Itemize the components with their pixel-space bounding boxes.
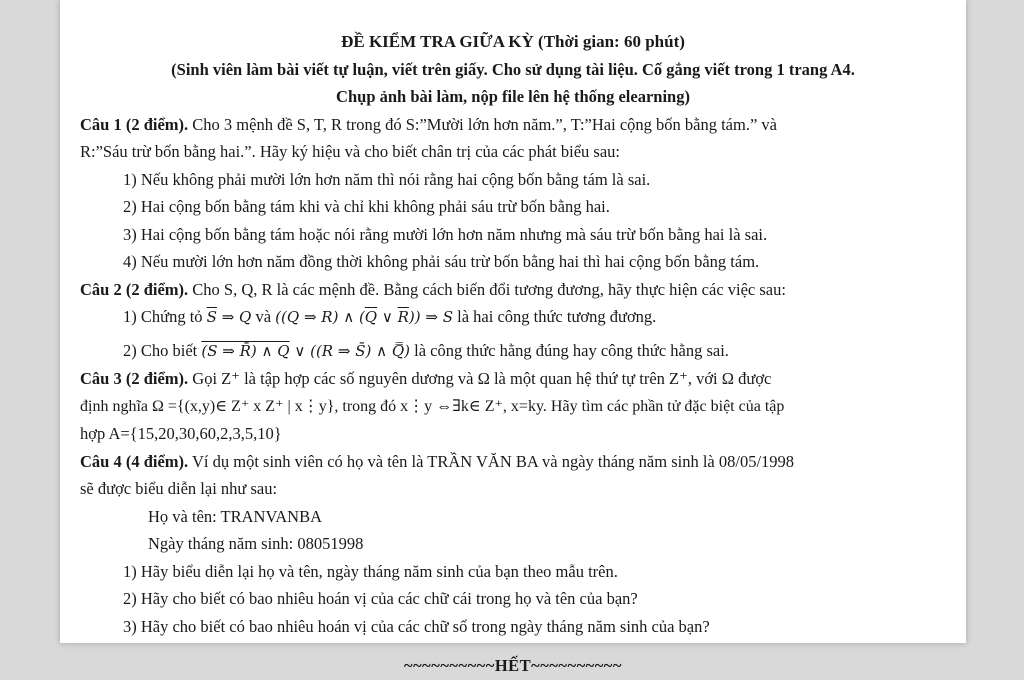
formula-2-rest: ∨ ((R ⇒ S̄) ∧ Q̿) <box>289 341 410 360</box>
question-1-label: Câu 1 (2 điểm). <box>80 114 189 134</box>
exam-instructions-line2: Chụp ảnh bài làm, nộp file lên hệ thống elearning) <box>336 87 690 106</box>
question-4-line1 <box>80 448 946 476</box>
exam-instructions-line1: (Sinh viên làm bài viết tự luận, viết trên giấy. Cho sử dụng tài liệu. Cố gắng viết trong 1 trang A4. <box>171 59 855 79</box>
question-2-item-2-end: là công thức hằng đúng hay công thức hằng sai. <box>410 340 729 360</box>
example-name: Họ và tên: TRANVANBA <box>148 506 323 526</box>
question-2-item-1 <box>80 303 946 332</box>
exam-title: ĐỀ KIỂM TRA GIỮA KỲ (Thời gian: 60 phút) <box>341 32 685 51</box>
question-4-item-1: 1) Hãy biểu diễn lại họ và tên, ngày tháng năm sinh của bạn theo mẫu trên. <box>123 561 618 581</box>
question-3-line1 <box>80 365 946 393</box>
question-3-line2: định nghĩa Ω ={(x,y)∈ Z⁺ x Z⁺ | x⋮y}, trong đó x⋮y ⇔∃k∈ Z⁺, x=ky. Hãy tìm các phần tử đặc biệt của tập <box>80 397 785 415</box>
question-1-line2: R:”Sáu trừ bốn bằng hai.”. Hãy ký hiệu và cho biết chân trị của các phát biểu sau: <box>80 142 620 161</box>
question-1-text1: Cho 3 mệnh đề S, T, R trong đó S:”Mười lớn hơn năm.”, T:”Hai cộng bốn bằng tám.” và <box>188 114 777 134</box>
question-4-line2: sẽ được biểu diễn lại như sau: <box>80 479 278 498</box>
question-3 <box>80 365 946 448</box>
question-1-item-4: 4) Nếu mười lớn hơn năm đồng thời không phải sáu trừ bốn bằng hai thì hai cộng bốn bằng tám. <box>123 252 760 271</box>
formula-2 <box>201 342 410 360</box>
question-1-item-3: 3) Hai cộng bốn bằng tám hoặc nói rằng mười lớn hơn năm nhưng mà sáu trừ bốn bằng hai là sai. <box>123 224 768 244</box>
question-2-line1 <box>80 276 946 304</box>
formula-1a-rest: ⇒ Q <box>216 308 252 326</box>
question-1-line1 <box>80 111 946 139</box>
question-2-label: Câu 2 (2 điểm). <box>80 279 189 299</box>
formula-1b-part1: ((Q ⇒ R) ∧ ( <box>275 308 365 326</box>
question-1-item-2: 2) Hai cộng bốn bằng tám khi và chỉ khi không phải sáu trừ bốn bằng hai. <box>123 197 610 216</box>
formula-1a-negated-s: $\overline{S}$ <box>206 308 217 326</box>
question-1-item-1: 1) Nếu không phải mười lớn hơn năm thì nói rằng hai cộng bốn bằng tám là sai. <box>123 169 651 189</box>
exam-content <box>80 28 946 680</box>
formula-1b-or: ∨ <box>377 308 398 326</box>
question-4-item-3: 3) Hãy cho biết có bao nhiêu hoán vị của các chữ số trong ngày tháng năm sinh của bạn? <box>123 616 710 636</box>
example-dob: Ngày tháng năm sinh: 08051998 <box>148 534 364 553</box>
question-2-item-1-intro: 1) Chứng tỏ <box>123 307 207 326</box>
exam-header <box>80 28 946 111</box>
exam-paper <box>60 0 966 675</box>
question-2-text: Cho S, Q, R là các mệnh đề. Bằng cách biến đổi tương đương, hãy thực hiện các việc sau: <box>188 279 786 299</box>
question-4-item-2: 2) Hãy cho biết có bao nhiêu hoán vị của các chữ cái trong họ và tên của bạn? <box>123 589 638 608</box>
formula-1b <box>275 308 453 326</box>
formula-2-overlined-part: (S ⇒ R̄) ∧ Q <box>201 341 290 360</box>
formula-1b-negated-q: $\overline{Q}$ <box>364 308 378 326</box>
question-4 <box>80 448 946 641</box>
question-4-label: Câu 4 (4 điểm). <box>80 451 189 471</box>
question-2-item-1-end: là hai công thức tương đương. <box>453 307 657 326</box>
question-2-item-2-intro: 2) Cho biết <box>123 340 202 360</box>
end-mark: ~~~~~~~~~~HẾT~~~~~~~~~~ <box>404 656 622 675</box>
question-4-text1: Ví dụ một sinh viên có họ và tên là TRẦN VĂN BA và ngày tháng năm sinh là 08/05/1998 <box>188 451 795 471</box>
question-2-item-1-and: và <box>251 307 276 326</box>
question-3-text1: Gọi Z⁺ là tập hợp các số nguyên dương và Ω là một quan hệ thứ tự trên Z⁺, với Ω được <box>188 369 772 388</box>
formula-1a <box>207 308 252 326</box>
question-3-line3: hợp A={15,20,30,60,2,3,5,10} <box>80 424 282 443</box>
question-1 <box>80 111 946 276</box>
question-2-item-2 <box>80 337 946 366</box>
question-2 <box>80 276 946 366</box>
formula-1b-part2: )) ⇒ S <box>408 308 454 326</box>
formula-1b-negated-r: $\overline{R}$ <box>397 308 409 326</box>
question-3-label: Câu 3 (2 điểm). <box>80 369 189 388</box>
